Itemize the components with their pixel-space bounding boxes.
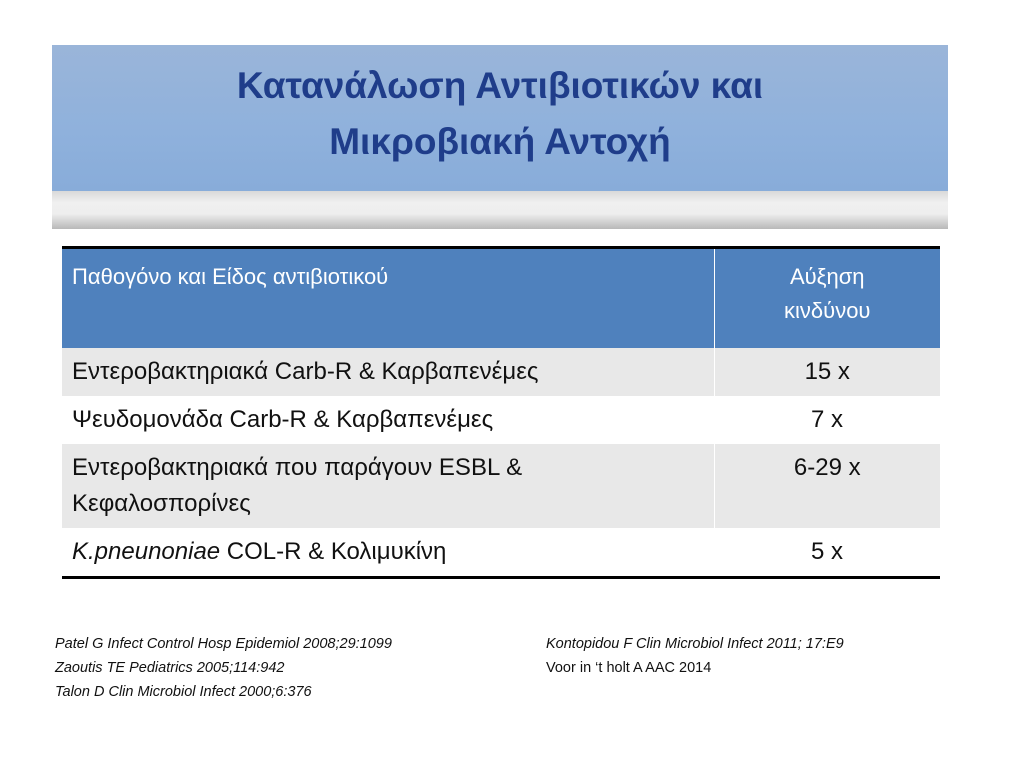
references-left xyxy=(55,632,392,704)
reference: Zaoutis TE Pediatrics 2005;114:942 xyxy=(55,660,285,676)
references-right xyxy=(546,632,844,680)
pathogen-line-2: Κεφαλοσπορίνες xyxy=(72,490,251,517)
pathogen-cell xyxy=(62,528,714,578)
pathogen-species: K.pneunoniae xyxy=(72,538,221,565)
table-row xyxy=(62,444,940,528)
table-row xyxy=(62,528,940,578)
risk-cell: 15 x xyxy=(714,348,940,396)
header-risk-line-2: κινδύνου xyxy=(784,298,871,323)
reference: Talon D Clin Microbiol Infect 2000;6:376 xyxy=(55,684,312,700)
title-line-1: Κατανάλωση Αντιβιοτικών και xyxy=(236,65,764,106)
title-line-2: Μικροβιακή Αντοχή xyxy=(329,121,671,162)
pathogen-cell: Εντεροβακτηριακά Carb-R & Καρβαπενέμες xyxy=(62,348,714,396)
risk-cell: 7 x xyxy=(714,396,940,444)
title-shadow xyxy=(52,191,948,229)
slide-title xyxy=(52,58,948,170)
pathogen-cell xyxy=(62,444,714,528)
header-pathogen: Παθογόνο και Είδος αντιβιοτικού xyxy=(62,248,714,349)
reference: Voor in ‘t holt A AAC 2014 xyxy=(546,660,712,676)
risk-cell: 5 x xyxy=(714,528,940,578)
table-row xyxy=(62,396,940,444)
table-row xyxy=(62,348,940,396)
risk-cell: 6-29 x xyxy=(714,444,940,528)
reference: Kontopidou F Clin Microbiol Infect 2011; 17:E9 xyxy=(546,636,844,652)
header-risk xyxy=(714,248,940,349)
header-risk-line-1: Αύξηση xyxy=(789,264,865,289)
risk-table xyxy=(62,246,940,579)
reference: Patel G Infect Control Hosp Epidemiol 2008;29:1099 xyxy=(55,636,392,652)
pathogen-line-1: Εντεροβακτηριακά που παράγουν ESBL & xyxy=(72,454,523,481)
pathogen-rest: COL-R & Κολιμυκίνη xyxy=(220,538,447,565)
table-header-row xyxy=(62,248,940,349)
pathogen-cell: Ψευδομονάδα Carb-R & Καρβαπενέμες xyxy=(62,396,714,444)
